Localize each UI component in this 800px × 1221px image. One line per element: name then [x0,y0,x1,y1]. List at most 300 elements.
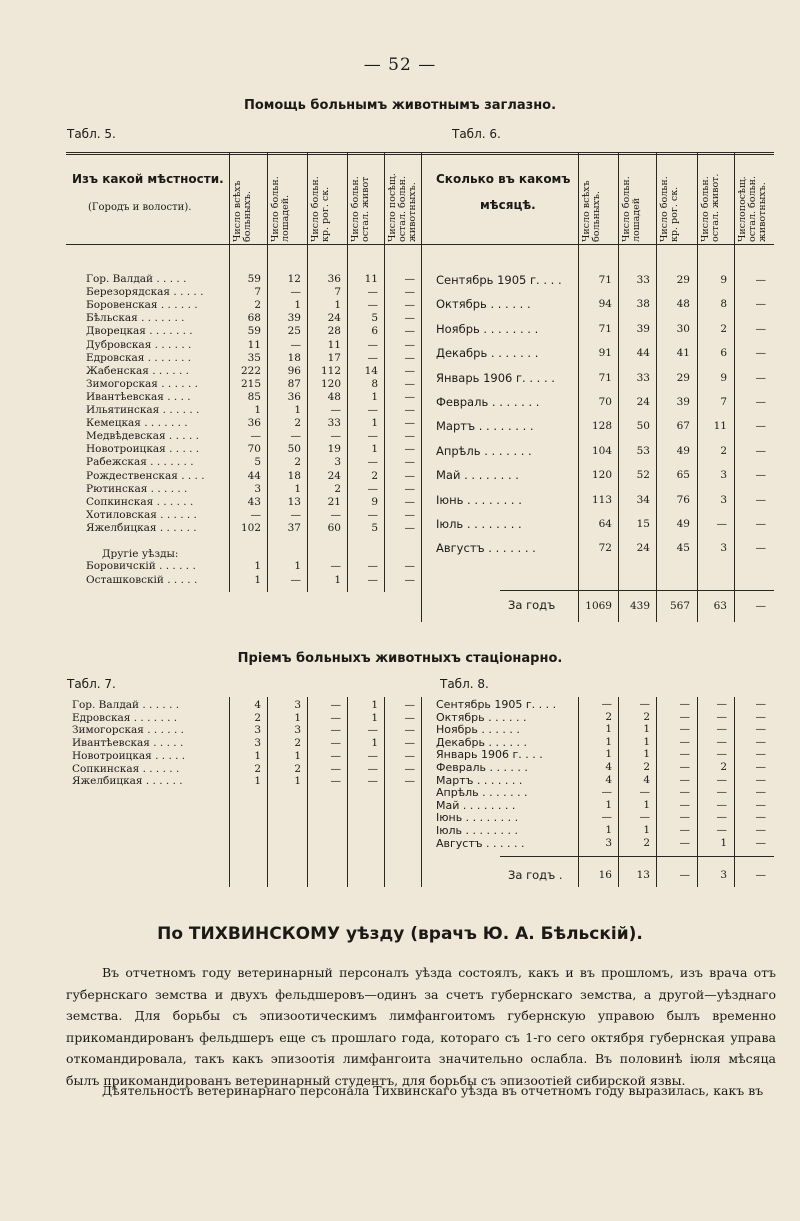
table5-cell: — [330,560,341,572]
table8-cell: 1 [643,748,650,761]
table6-cell: 45 [676,542,690,555]
table6-row-name: Августъ . . . . . . . [436,541,536,556]
table8-cell: 2 [643,761,650,773]
table8-cell: — [716,735,727,748]
table5-cell: — [330,430,341,443]
table6-cell: — [755,518,766,530]
table5-cell: 5 [371,312,378,325]
table8-cell: — [755,735,766,748]
table5-cell: 6 [371,325,378,338]
table5-cell: 43 [247,495,261,508]
table7-cell: 1 [371,737,378,750]
table5-cell: 87 [287,377,301,390]
table6-col-header: Число больн. остал. живот. [700,173,721,242]
table6-cell: 29 [676,274,690,286]
table7-cell: 2 [294,762,301,775]
table8-cell: — [755,748,766,761]
table8-cell: — [679,836,690,849]
table6-row-name: Февраль . . . . . . . [436,395,540,409]
table7-cell: — [404,699,415,711]
table8-total-rule [500,856,774,857]
table8-total-cell: 16 [598,869,612,881]
table8-cell: — [679,824,690,836]
table7-row-name: Едровская . . . . . . . [72,711,178,724]
table6-col-header: Числопосѣщ. остал. больн. животныхъ. [737,175,768,242]
table5-other-row-name: Боровичскій . . . . . . [86,560,196,572]
table7-cell: 4 [254,699,261,711]
table8-label: Табл. 8. [440,677,489,691]
table5-row-name: Бѣльская . . . . . . . [86,312,185,325]
table5-col-divider [421,152,422,622]
table5-row-name: Дворецкая . . . . . . . [86,325,193,338]
table5-cell: 1 [371,443,378,456]
table5-cell: — [367,456,378,469]
table8-row-name: Май . . . . . . . . [436,798,516,812]
table6-row-name: Май . . . . . . . . [436,468,519,483]
table5-cell: 21 [327,495,341,508]
table8-cell: — [755,723,766,736]
table5-row-name: Березорядская . . . . . [86,286,204,299]
table5-cell: — [404,443,415,456]
table6-cell: — [755,274,766,286]
table5-cell: 7 [334,286,341,299]
table5-cell: — [290,286,301,299]
table5-cell: — [404,574,415,586]
table7-cell: 2 [294,737,301,750]
table6-cell: 71 [598,322,612,335]
table7-cell: — [404,711,415,724]
table5-cell: 19 [327,443,341,456]
table5-cell: 1 [294,404,301,416]
table8-cell: — [639,698,650,710]
table6-row-name: Ноябрь . . . . . . . . [436,321,539,336]
table56-top-rule-2 [66,154,774,155]
table5-row-name: Рютинская . . . . . . [86,482,188,495]
table8-cell: — [716,811,727,824]
table6-cell: 33 [636,274,650,286]
table8-row-name: Сентябрь 1905 г. . . . [436,698,557,711]
table6-cell: 7 [720,396,727,408]
table8-cell: — [601,786,612,799]
table8-total-cell: — [679,869,690,881]
table8-cell: — [679,773,690,786]
table7-cell: — [330,762,341,775]
table6-total-cell: 439 [629,600,650,612]
table8-cell: — [755,761,766,773]
table5-cell: 14 [364,364,378,377]
table5-cell: 44 [247,469,261,482]
table5-cell: 1 [254,404,261,416]
table7-cell: 1 [254,775,261,788]
table6-cell: 50 [636,420,650,433]
table6-row-name: Декабрь . . . . . . . [436,346,539,361]
table8-cell: — [679,710,690,723]
table5-cell: 222 [240,364,261,377]
table5-row-name: Жабенская . . . . . . [86,364,189,377]
table7-cell: 1 [254,749,261,762]
table5-cell: — [367,338,378,351]
table6-col-header: Число больн. кр. рог. ск. [659,176,680,242]
table6-cell: 24 [636,542,650,555]
table6-cell: 67 [676,420,690,433]
table5-cell: 85 [247,390,261,403]
table5-cell: 11 [364,273,378,285]
table7-cell: 3 [294,724,301,737]
table5-cell: 1 [294,560,301,572]
table6-cell: 76 [676,493,690,506]
table8-cell: 1 [643,824,650,836]
table8-cell: — [755,786,766,799]
table6-cell: 52 [636,469,650,482]
table8-cell: — [679,786,690,799]
table6-cell: 44 [636,347,650,360]
table8-total-label: За годъ . [508,868,563,882]
table8-cell: — [755,811,766,824]
table8-cell: — [716,773,727,786]
table7-row-name: Яжелбицкая . . . . . . [72,775,183,788]
table6-cell: — [755,469,766,482]
table5-cell: 28 [327,325,341,338]
table8-cell: — [755,698,766,710]
table5-cell: — [290,430,301,443]
table5-row-name: Новотроицкая . . . . . [86,443,200,456]
table8-cell: 1 [643,723,650,736]
table8-cell: 1 [605,723,612,736]
table8-cell: — [679,723,690,736]
table5-cell: — [404,351,415,364]
table6-col-divider [656,152,657,622]
table5-cell: 2 [294,456,301,469]
table8-cell: 3 [605,836,612,849]
table5-cell: 96 [287,364,301,377]
table7-cell: — [404,762,415,775]
table8-row-name: Апрѣль . . . . . . . [436,786,528,800]
table8-cell: — [716,710,727,723]
table5-cell: — [404,390,415,403]
table6-total-cell: 1069 [585,600,612,612]
table5-cell: — [404,404,415,416]
table8-total-cell: — [755,869,766,881]
table6-row-name: Январь 1906 г. . . . . [436,370,555,385]
table8-total-cell: 3 [720,869,727,881]
table5-row-name: Боровенская . . . . . . [86,299,198,312]
table7-row-name: Сопкинская . . . . . . [72,762,180,775]
table5-cell: — [367,404,378,416]
table5-cell: — [367,560,378,572]
table6-row-name: Апрѣль . . . . . . . [436,443,532,458]
table5-cell: 24 [327,312,341,325]
table8-col-divider [618,697,619,887]
table6-cell: — [755,371,766,384]
table6-cell: 34 [636,493,650,506]
table6-cell: — [755,298,766,311]
table5-cell: 102 [240,521,261,534]
table6-cell: 49 [676,444,690,457]
table5-cell: 18 [287,469,301,482]
table6-cell: — [755,396,766,408]
table56-top-rule [66,152,774,153]
table5-cell: 2 [254,299,261,312]
table7-cell: 1 [294,749,301,762]
table7-cell: — [330,711,341,724]
table6-total-cell: — [755,600,766,612]
table5-cell: 50 [287,443,301,456]
table5-col-header: Число всѣхъ больныхъ. [232,180,253,242]
table5-cell: — [404,312,415,325]
table5-cell: 11 [247,338,261,351]
table5-cell: 11 [327,338,341,351]
table8-row-name: Мартъ . . . . . . . [436,773,523,787]
table7-col-divider [421,697,422,887]
table7-cell: — [404,724,415,737]
table6-cell: — [716,518,727,530]
table5-cell: 112 [320,364,341,377]
table8-cell: — [716,698,727,710]
table5-cell: — [404,560,415,572]
table6-cell: 6 [720,347,727,360]
table5-cell: — [367,430,378,443]
table6-cell: 38 [636,298,650,311]
table8-cell: — [639,811,650,824]
table5-col-header: Число посѣщ. остал. больн. животныхъ. [387,173,418,242]
table8-row-name: Январь 1906 г. . . . [436,748,543,762]
table5-cell: 2 [371,469,378,482]
table8-cell: 1 [643,735,650,748]
table5-cell: 37 [287,521,301,534]
table7-cell: — [330,699,341,711]
table8-cell: — [716,786,727,799]
table8-row-name: Декабрь . . . . . . [436,735,527,749]
table6-total-cell: 567 [669,600,690,612]
table5-cell: — [404,286,415,299]
table5-cell: 36 [247,417,261,430]
table8-cell: — [639,786,650,799]
table5-cell: 25 [287,325,301,338]
table7-cell: — [367,749,378,762]
table8-total-cell: 13 [636,869,650,881]
table8-cell: 1 [720,836,727,849]
table5-cell: — [404,417,415,430]
table8-cell: 4 [605,773,612,786]
table5-cell: 68 [247,312,261,325]
table5-row-name: Зимогорская . . . . . . [86,377,198,390]
table5-cell: 5 [254,456,261,469]
table5-col-header: Число больн. лошадей. [270,176,291,242]
table8-row-name: Ноябрь . . . . . . [436,723,520,737]
table5-cell: 5 [371,521,378,534]
table8-row-name: Февраль . . . . . . [436,761,528,774]
table7-cell: 1 [371,699,378,711]
table5-row-name: Ивантѣевская . . . . [86,390,191,403]
table5-row-name: Гор. Валдай . . . . . [86,273,187,285]
table8-cell: 2 [643,836,650,849]
table8-cell: — [679,735,690,748]
table5-cell: 215 [240,377,261,390]
table5-cell: — [290,574,301,586]
table5-cell: 70 [247,443,261,456]
table6-cell: 2 [720,444,727,457]
table6-cell: 120 [591,469,612,482]
table6-header-main-2: мѣсяцѣ. [480,198,536,212]
table6-cell: 94 [598,298,612,311]
table5-row-name: Медвѣдевская . . . . . [86,430,199,443]
table5-header-main: Изъ какой мѣстности. [72,172,224,186]
table8-cell: — [716,748,727,761]
table6-cell: 71 [598,371,612,384]
table8-cell: — [716,798,727,811]
table6-cell: 30 [676,322,690,335]
table8-cell: 1 [605,798,612,811]
table8-cell: 2 [605,710,612,723]
table7-cell: — [367,762,378,775]
table5-col-divider [307,152,308,592]
table5-cell: — [404,325,415,338]
paragraph-1: Въ отчетномъ году ветеринарный персоналъ уѣзда состоялъ, какъ и въ прошломъ, изъ врача отъ губернскаго земства и двухъ фельдшеровъ—одинъ за счетъ губернскаго земства, а другой—уѣзднаго земства. Для борьбы съ эпизоотическимъ лимфангоитомъ губернскую управою былъ временно прикомандированъ фельдшеръ еще съ прошлаго года, котораго съ 1-го сего октября губернская управа откомандировала, такъ какъ эпизоотія лимфангоита значительно ослабла. Въ половинѣ іюля мѣсяца былъ прикомандированъ ветеринарный студентъ, для борьбы съ эпизоотіей сибирской язвы. [66,965,776,1088]
table7-cell: — [404,775,415,788]
table7-col-divider [229,697,230,887]
table5-col-divider [267,152,268,592]
table5-cell: 13 [287,495,301,508]
table5-col-header: Число больн. кр. рог. ск. [310,176,331,242]
table7-cell: — [404,737,415,750]
table6-row-name: Сентябрь 1905 г. . . . [436,273,562,287]
table7-cell: 2 [254,711,261,724]
table5-cell: 17 [327,351,341,364]
table5-cell: — [330,404,341,416]
table6-cell: 72 [598,542,612,555]
table5-row-name: Дубровская . . . . . . [86,338,192,351]
table5-cell: 9 [371,495,378,508]
table8-cell: 1 [605,748,612,761]
table6-cell: 113 [591,493,612,506]
table5-cell: — [404,430,415,443]
table8-cell: 4 [605,761,612,773]
table5-row-name: Едровская . . . . . . . [86,351,192,364]
table5-cell: 1 [334,574,341,586]
table6-cell: 53 [636,444,650,457]
table7-cell: 3 [254,724,261,737]
table6-row-name: Іюль . . . . . . . . [436,517,522,531]
table7-cell: — [330,749,341,762]
table8-cell: 2 [720,761,727,773]
table5-cell: 60 [327,521,341,534]
table6-cell: 9 [720,274,727,286]
table7-cell: 1 [294,711,301,724]
table8-cell: — [679,761,690,773]
table5-cell: 48 [327,390,341,403]
table5-cell: 8 [371,377,378,390]
table5-row-name: Ильятинская . . . . . . [86,404,200,416]
table5-cell: — [290,508,301,521]
table6-cell: — [755,322,766,335]
district-title: По ТИХВИНСКОМУ уѣзду (врачъ Ю. А. Бѣльскій). [157,924,643,944]
table5-label: Табл. 5. [67,127,116,141]
table6-total-cell: 63 [713,600,727,612]
table6-cell: 11 [713,420,727,433]
table6-cell: 2 [720,322,727,335]
table7-cell: 2 [254,762,261,775]
table8-row-name: Октябрь . . . . . . [436,710,527,724]
table8-cell: 1 [605,824,612,836]
table5-cell: 1 [294,299,301,312]
table5-cell: 36 [287,390,301,403]
table5-cell: 3 [334,456,341,469]
table6-cell: 8 [720,298,727,311]
table6-col-header: Число больн. лошадей [621,176,642,242]
table8-cell: — [679,748,690,761]
table5-cell: 1 [371,417,378,430]
table8-col-divider [656,697,657,887]
table5-cell: 120 [320,377,341,390]
table6-cell: 41 [676,347,690,360]
table5-cell: — [404,521,415,534]
table8-cell: — [716,824,727,836]
table7-col-divider [307,697,308,887]
table6-col-divider [734,152,735,622]
table5-cell: 1 [294,482,301,495]
table7-cell: — [330,737,341,750]
table6-cell: 24 [636,396,650,408]
table5-cell: 59 [247,325,261,338]
table5-cell: — [250,430,261,443]
table8-cell: — [755,710,766,723]
paragraph-2: Дѣятельность ветеринарнаго персонала Тихвинскаго уѣзда въ отчетномъ году выразилась, какъ въ [102,1083,764,1098]
table6-cell: 3 [720,542,727,555]
table56-header-rule [66,244,774,245]
table6-cell: 49 [676,518,690,530]
table6-cell: 48 [676,298,690,311]
table6-col-header: Число всѣхъ больныхъ. [581,180,602,242]
table5-row-name: Рабежская . . . . . . . [86,456,194,469]
table5-cell: — [404,338,415,351]
table5-cell: — [367,286,378,299]
table5-cell: — [404,495,415,508]
table5-cell: — [404,482,415,495]
table5-header-sub: (Городъ и волости). [88,202,192,213]
table5-cell: 2 [334,482,341,495]
table8-col-divider [578,697,579,887]
table8-cell: — [755,773,766,786]
table8-cell: — [716,723,727,736]
table5-cell: 36 [327,273,341,285]
table5-cell: — [404,469,415,482]
table5-cell: 1 [254,574,261,586]
table6-total-rule [500,590,774,591]
table8-cell: 4 [643,773,650,786]
table5-cell: — [330,508,341,521]
table5-cell: — [404,273,415,285]
table7-row-name: Гор. Валдай . . . . . . [72,699,180,711]
table8-cell: — [755,836,766,849]
table6-cell: 33 [636,371,650,384]
table8-col-divider [734,697,735,887]
table6-cell: 39 [676,396,690,408]
table7-cell: 3 [294,699,301,711]
table6-header-main: Сколько въ какомъ [436,172,571,186]
table5-cell: 59 [247,273,261,285]
table8-cell: — [679,798,690,811]
table6-row-name: Октябрь . . . . . . [436,297,531,312]
table5-cell: — [250,508,261,521]
table5-cell: — [367,351,378,364]
table5-col-header: Число больн. остал. живот [350,176,371,242]
table5-cell: — [404,364,415,377]
table5-cell: 7 [254,286,261,299]
table6-row-name: Іюнь . . . . . . . . [436,492,522,507]
table6-cell: 104 [591,444,612,457]
table8-cell: — [601,698,612,710]
table8-cell: 2 [643,710,650,723]
